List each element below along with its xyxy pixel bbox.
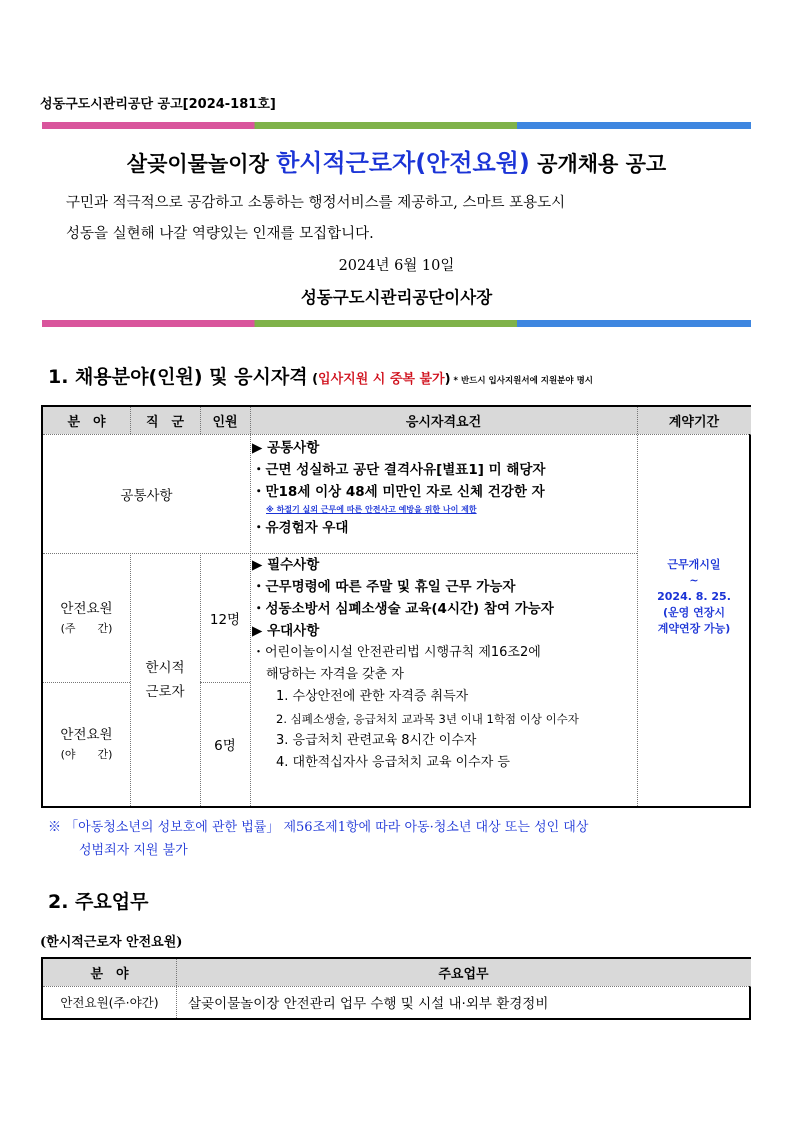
section-2-subheading: (한시적근로자 안전요원) (40, 935, 183, 950)
bracket-close: ) (444, 372, 451, 387)
night-role-cell (43, 682, 130, 806)
section-1-note: * 반드시 입사지원서에 지원분야 명시 (450, 376, 593, 386)
role-requirements (252, 554, 637, 774)
intro-line-1: 구민과 적극적으로 공감하고 소통하는 행정서비스를 제공하고, 스마트 포용도시 (66, 195, 566, 211)
job-group-line-1: 한시적 (145, 659, 185, 676)
intro-line-2: 성동을 실현해 나갈 역량있는 인재를 모집합니다. (66, 226, 374, 242)
preferred-sub-3: 3. 응급처치 관련교육 8시간 이수자 (276, 733, 477, 748)
header-contract: 계약기간 (637, 407, 751, 434)
day-role-name: 안전요원 (60, 600, 113, 617)
required-item-2: ・성동소방서 심폐소생술 교육(4시간) 참여 가능자 (252, 601, 554, 617)
required-item-1: ・근무명령에 따른 주말 및 휴일 근무 가능자 (252, 579, 516, 595)
job-group-cell (130, 553, 200, 806)
preferred-title: ▶ 우대사항 (252, 623, 320, 639)
common-title: ▶ 공통사항 (252, 440, 320, 456)
footnote-line-1: ※ 「아동청소년의 성보호에 관한 법률」 제56조제1항에 따라 아동·청소년 대상 또는 성인 대상 (48, 820, 589, 835)
title-suffix: 공개채용 공고 (529, 152, 667, 176)
section-2-heading: 2. 주요업무 (48, 891, 149, 913)
header-requirements: 응시자격요건 (250, 407, 637, 434)
duplicate-restriction: 입사지원 시 중복 불가 (318, 372, 445, 387)
section-1-heading (48, 362, 593, 389)
notice-number: 성동구도시관리공단 공고[2024-181호] (40, 97, 276, 112)
required-title: ▶ 필수사항 (252, 557, 320, 573)
duties-header-duty: 주요업무 (176, 959, 751, 986)
preferred-sub-2: 2. 심폐소생술, 응급처치 교과목 3년 이내 1학점 이상 이수자 (276, 712, 579, 726)
common-requirements (252, 437, 637, 539)
contract-line-4: (운영 연장시 (663, 606, 725, 619)
bracket-open: ( (307, 372, 319, 387)
signer: 성동구도시관리공단이사장 (300, 288, 493, 307)
preferred-sub-4: 4. 대한적십자사 응급처치 교육 이수자 등 (276, 755, 510, 770)
job-group-line-2: 근로자 (145, 683, 185, 700)
title-highlight: 한시적근로자(안전요원) (276, 149, 530, 177)
header-headcount: 인원 (200, 407, 250, 434)
preferred-item-1-line-1: ・어린이놀이시설 안전관리법 시행규칙 제16조2에 (252, 645, 541, 660)
contract-line-5: 계약연장 가능) (657, 622, 731, 635)
header-job-group: 직 군 (130, 407, 200, 434)
common-label: 공통사항 (120, 487, 173, 504)
age-limit-note: ※ 하절기 실외 근무에 따른 안전사고 예방을 위한 나이 제한 (266, 505, 477, 514)
day-role-shift: (주 간) (60, 621, 113, 635)
common-item-1: ・근면 성실하고 공단 결격사유[별표1] 미 해당자 (252, 462, 546, 478)
title-prefix: 살곶이물놀이장 (126, 152, 277, 176)
bottom-color-rule (42, 320, 751, 327)
offender-footnote (48, 816, 758, 862)
preferred-sub-1: 1. 수상안전에 관한 자격증 취득자 (276, 689, 469, 704)
header-field: 분 야 (43, 407, 130, 434)
contract-period (637, 557, 751, 637)
duties-table (41, 957, 751, 1020)
preferred-item-1-line-2: 해당하는 자격을 갖춘 자 (266, 667, 404, 682)
eligibility-table (41, 405, 751, 808)
page-title (0, 143, 793, 178)
contract-line-1: 근무개시일 (667, 558, 721, 571)
duties-row-field: 안전요원(주·야간) (60, 995, 159, 1010)
contract-line-2: ~ (689, 574, 699, 587)
day-role-count: 12명 (209, 611, 241, 628)
night-role-name: 안전요원 (60, 727, 113, 743)
duties-row-duty: 살곶이물놀이장 안전관리 업무 수행 및 시설 내·외부 환경정비 (188, 996, 549, 1012)
night-role-shift: (야 간) (60, 748, 113, 761)
day-role-cell (43, 553, 130, 682)
notice-date: 2024년 6월 10일 (338, 258, 455, 274)
intro-paragraph (66, 188, 726, 250)
top-color-rule (42, 122, 751, 129)
common-item-3: ・유경험자 우대 (252, 520, 349, 536)
section-1-title: 1. 채용분야(인원) 및 응시자격 (48, 366, 308, 388)
night-role-count: 6명 (214, 738, 236, 754)
contract-line-3: 2024. 8. 25. (657, 590, 731, 603)
duties-header-field: 분 야 (43, 959, 176, 986)
footnote-line-2: 성범죄자 지원 불가 (79, 843, 188, 858)
common-item-2: ・만18세 이상 48세 미만인 자로 신체 건강한 자 (252, 484, 545, 500)
